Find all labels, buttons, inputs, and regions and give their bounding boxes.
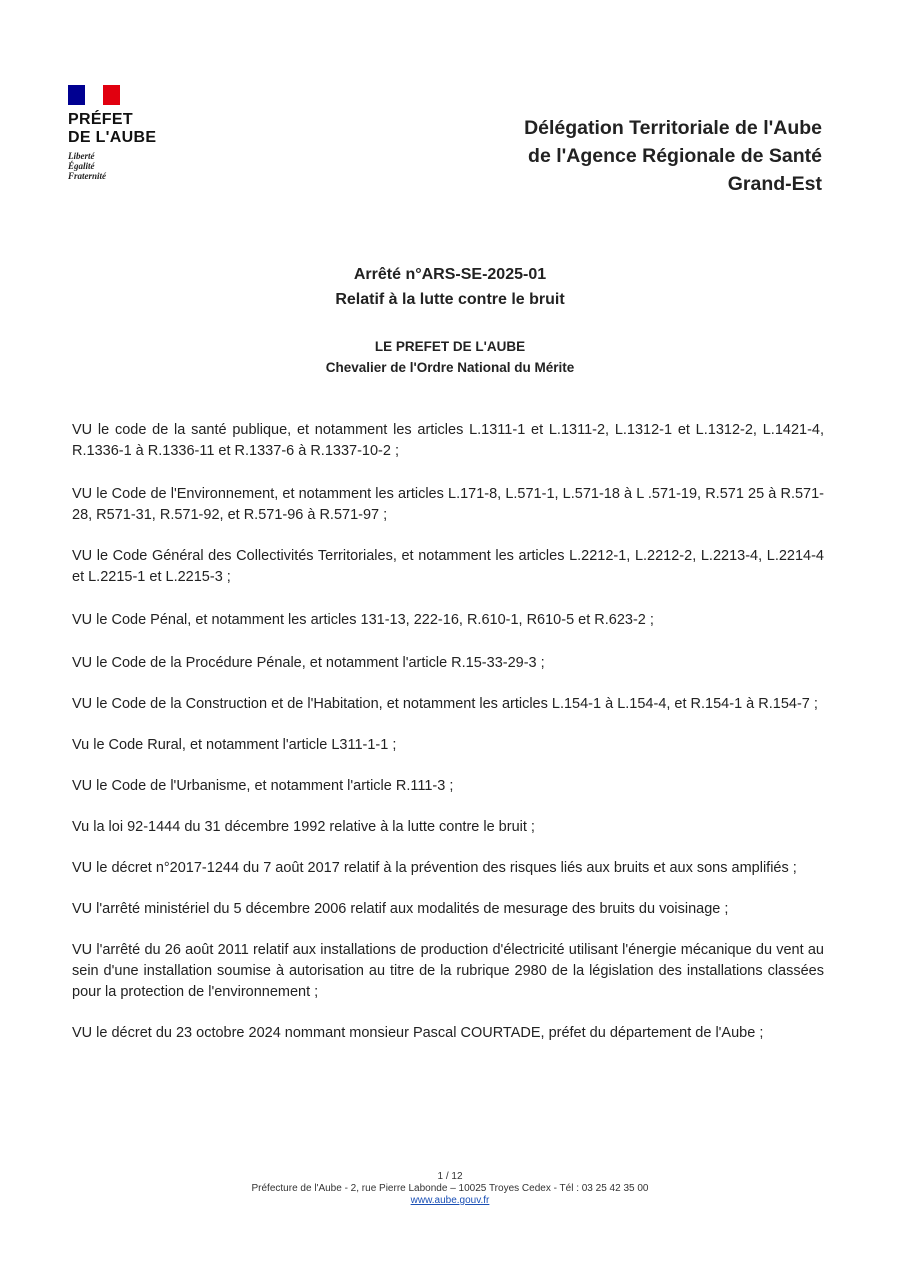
decree-subject: Relatif à la lutte contre le bruit (335, 291, 565, 308)
prefet-distinction: Chevalier de l'Ordre National du Mérite (325, 360, 575, 375)
logo-motto (68, 151, 208, 181)
visa-item: VU l'arrêté du 26 août 2011 relatif aux installations de production d'électricité utilisant l'énergie mécanique du vent au sein d'une installation soumise à autorisation au titre de la rubrique 2980 de la législation des installations classées pour la protection de l'environnement ; (72, 942, 824, 1000)
logo-name-line2: DE L'AUBE (68, 129, 157, 146)
visa-item: Vu la loi 92-1444 du 31 décembre 1992 relative à la lutte contre le bruit ; (72, 819, 535, 835)
visa-item: VU le Code Pénal, et notamment les articles 131-13, 222-16, R.610-1, R610-5 et R.623-2 ; (72, 612, 654, 628)
issuing-authority (524, 114, 822, 198)
visa-item: VU le décret du 23 octobre 2024 nommant monsieur Pascal COURTADE, préfet du département de l'Aube ; (72, 1025, 764, 1041)
motto-liberte: Liberté (68, 151, 95, 161)
prefecture-address: Préfecture de l'Aube - 2, rue Pierre Labonde – 10025 Troyes Cedex - Tél : 03 25 42 35 00 (251, 1183, 649, 1194)
prefet-title: LE PREFET DE L'AUBE (374, 339, 526, 354)
visa-item: VU le Code de l'Urbanisme, et notamment l'article R.111-3 ; (72, 778, 454, 794)
authority-line2: de l'Agence Régionale de Santé (528, 145, 822, 167)
page-footer (0, 1171, 900, 1207)
website-link[interactable]: www.aube.gouv.fr (410, 1195, 490, 1206)
visa-item: VU le décret n°2017-1244 du 7 août 2017 relatif à la prévention des risques liés aux bruits et aux sons amplifiés ; (72, 860, 797, 876)
visa-item: VU l'arrêté ministériel du 5 décembre 2006 relatif aux modalités de mesurage des bruits du voisinage ; (72, 901, 729, 917)
authority-line1: Délégation Territoriale de l'Aube (524, 117, 822, 139)
visa-item: VU le Code de l'Environnement, et notamment les articles L.171-8, L.571-1, L.571-18 à L .571-19, R.571 25 à R.571-28, R571-31, R.571-92, et R.571-96 à R.571-97 ; (72, 486, 824, 523)
visa-item: VU le Code de la Construction et de l'Habitation, et notamment les articles L.154-1 à L.154-4, et R.154-1 à R.154-7 ; (72, 696, 818, 712)
visa-item: VU le Code Général des Collectivités Territoriales, et notamment les articles L.2212-1, L.2212-2, L.2213-4, L.2214-4 et L.2215-1 et L.2215-3 ; (72, 548, 824, 585)
motto-egalite: Égalité (68, 161, 95, 171)
page-number: 1 / 12 (437, 1171, 463, 1182)
document-title (0, 262, 900, 312)
visa-item: VU le Code de la Procédure Pénale, et notamment l'article R.15-33-29-3 ; (72, 655, 545, 671)
decree-number: Arrêté n°ARS-SE-2025-01 (353, 266, 547, 283)
authority-line3: Grand-Est (727, 173, 822, 195)
prefecture-logo (68, 85, 208, 181)
visa-item: VU le code de la santé publique, et notamment les articles L.1311-1 et L.1311-2, L.1312-1 et L.1312-2, L.1421-4, R.1336-1 à R.1336-11 et R.1337-6 à R.1337-10-2 ; (72, 422, 824, 459)
prefet-heading (0, 336, 900, 378)
visas-list (72, 420, 824, 1044)
logo-name-line1: PRÉFET (68, 111, 133, 128)
marianne-flag-icon (68, 85, 120, 105)
logo-prefet-name (68, 111, 208, 147)
visa-item: Vu le Code Rural, et notamment l'article L311-1-1 ; (72, 737, 397, 753)
motto-fraternite: Fraternité (68, 171, 107, 181)
